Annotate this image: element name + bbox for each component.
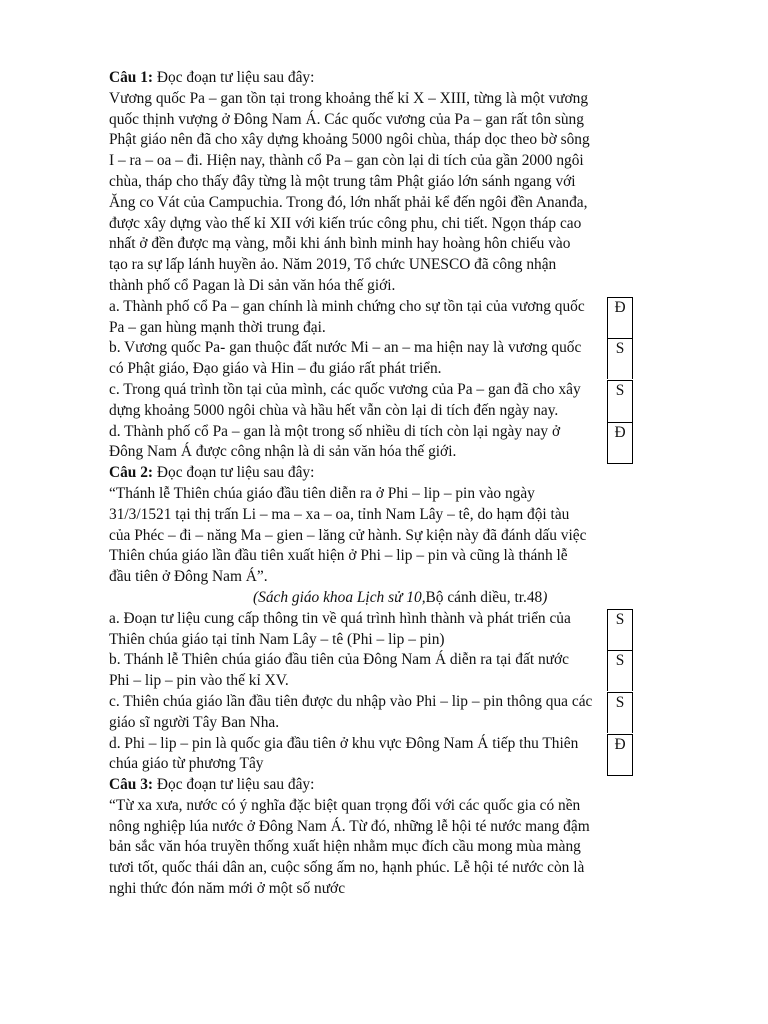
q2-source <box>109 588 693 609</box>
q1-statement-a <box>109 297 649 339</box>
q1-label: Câu 1: <box>109 69 154 86</box>
source-rest: Bộ cánh diều, tr.48 <box>425 588 543 606</box>
statement-text: b. Vương quốc Pa- gan thuộc đất nước Mi – an – ma hiện nay là vương quốc có Phật giáo, Đạo giáo và Hin – đu giáo rất phát triển. <box>109 339 582 378</box>
q2-passage: “Thánh lễ Thiên chúa giáo đầu tiên diễn ra ở Phi – lip – pin vào ngày 31/3/1521 tại thị trấn Li – ma – xa – oa, tỉnh Nam Lây – tê, do hạm đội tàu của Phéc – đi – năng Ma – gien – lăng cử hành. Sự kiện này đã đánh dấu việc Thiên chúa giáo lần đầu tiên xuất hiện ở Phi – lip – pin và cũng là thánh lễ đầu tiên ở Đông Nam Á”. <box>109 484 587 586</box>
q2-statement-b <box>109 650 649 692</box>
q1-heading <box>109 68 593 89</box>
answer-box: S <box>607 692 633 733</box>
q3-label: Câu 3: <box>109 776 154 794</box>
answer-box: S <box>607 609 633 650</box>
q3-heading <box>109 775 593 796</box>
statement-text: d. Thành phố cổ Pa – gan là một trong số nhiều di tích còn lại ngày nay ở Đông Nam Á được công nhận là di sản văn hóa thế giới. <box>109 422 561 461</box>
document-page <box>109 68 649 900</box>
source-close: ) <box>542 588 548 606</box>
statement-text: a. Thành phố cổ Pa – gan chính là minh chứng cho sự tồn tại của vương quốc Pa – gan hùng mạnh thời trung đại. <box>109 297 585 336</box>
statement-text: b. Thánh lễ Thiên chúa giáo đầu tiên của Đông Nam Á diễn ra tại đất nước Phi – lip – pin vào thế kỉ XV. <box>109 651 569 690</box>
q1-statement-d <box>109 422 649 464</box>
answer-box: S <box>607 650 633 691</box>
q1-statement-c <box>109 380 649 422</box>
answer-box: S <box>607 380 633 442</box>
answer-box: Đ <box>607 422 633 464</box>
source-italic: (Sách giáo khoa Lịch sử 10, <box>253 588 426 606</box>
q2-statement-c <box>109 692 649 734</box>
q3-instruction: Đọc đoạn tư liệu sau đây: <box>153 776 315 794</box>
statement-text: c. Thiên chúa giáo lần đầu tiên được du nhập vào Phi – lip – pin thông qua các giáo sĩ người Tây Ban Nha. <box>109 692 593 731</box>
q2-statement-d <box>109 734 649 776</box>
q1-instruction: Đọc đoạn tư liệu sau đây: <box>153 69 315 86</box>
statement-text: d. Phi – lip – pin là quốc gia đầu tiên ở khu vực Đông Nam Á tiếp thu Thiên chúa giáo từ phương Tây <box>109 734 579 773</box>
answer-box: Đ <box>607 734 633 776</box>
q3-passage: “Từ xa xưa, nước có ý nghĩa đặc biệt quan trọng đối với các quốc gia có nền nông nghiệp lúa nước ở Đông Nam Á. Từ đó, những lễ hội té nước mang đậm bản sắc văn hóa truyền thống xuất hiện nhằm mục đích cầu mong mùa màng tươi tốt, quốc thái dân an, cuộc sống ấm no, hạnh phúc. Lễ hội té nước còn là nghi thức đón năm mới ở một số nước <box>109 796 590 898</box>
q2-label: Câu 2: <box>109 464 154 482</box>
answer-box: Đ <box>607 297 633 338</box>
answer-box: S <box>607 338 633 379</box>
q2-heading <box>109 463 593 484</box>
q1-passage: Vương quốc Pa – gan tồn tại trong khoảng thế kỉ X – XIII, từng là một vương quốc thịnh vượng ở Đông Nam Á. Các quốc vương của Pa – gan rất tôn sùng Phật giáo nên đã cho xây dựng khoảng 5000 ngôi chùa, tháp dọc theo bờ sông I – ra – oa – đi. Hiện nay, thành cổ Pa – gan còn lại di tích của gần 2000 ngôi chùa, tháp cho thấy đây từng là một trung tâm Phật giáo lớn sánh ngang với Ăng co Vát của Campuchia. Trong đó, lớn nhất phải kể đến ngôi đền Ananđa, được xây dựng vào thế kỉ XII với kiến trúc công phu, chi tiết. Ngọn tháp cao nhất ở đền được mạ vàng, mỗi khi ánh bình minh hay hoàng hôn chiếu vào tạo ra sự lấp lánh huyền ảo. Năm 2019, Tổ chức UNESCO đã công nhận thành phố cổ Pagan là Di sản văn hóa thế giới. <box>109 89 590 294</box>
q2-statement-a <box>109 609 649 651</box>
statement-text: a. Đoạn tư liệu cung cấp thông tin về quá trình hình thành và phát triển của Thiên chúa giáo tại tỉnh Nam Lây – tê (Phi – lip – pin) <box>109 609 571 648</box>
statement-text: c. Trong quá trình tồn tại của mình, các quốc vương của Pa – gan đã cho xây dựng khoảng 5000 ngôi chùa và hầu hết vẫn còn lại di tích đến ngày nay. <box>109 380 581 419</box>
q1-statement-b <box>109 338 649 380</box>
q2-instruction: Đọc đoạn tư liệu sau đây: <box>153 464 315 482</box>
